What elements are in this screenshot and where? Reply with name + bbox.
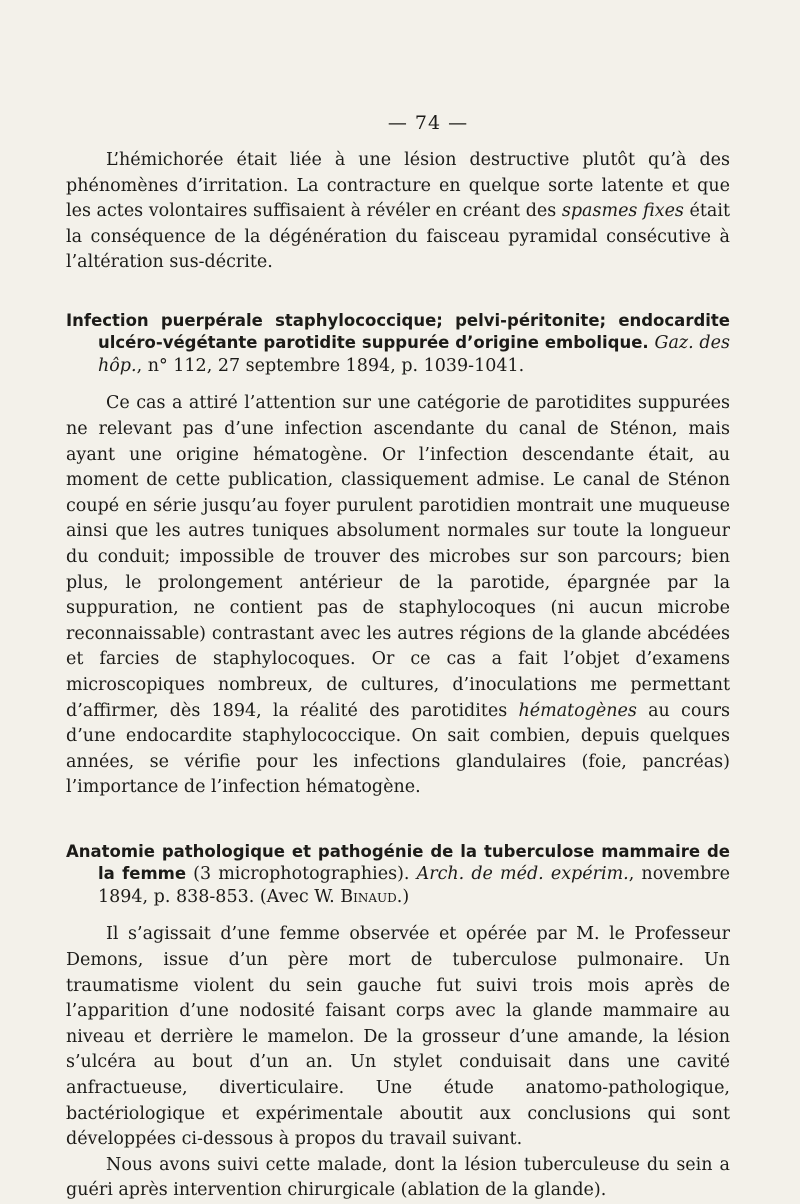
- entry-parotidite: [66, 310, 730, 801]
- entry-subtitle: (3 microphotographies).: [186, 864, 417, 885]
- intro-emphasis: spasmes fixes: [561, 201, 684, 222]
- citation: , n° 112, 27 septembre 1894, p. 1039-1041.: [136, 355, 525, 376]
- entry-tuberculose-mammaire: [66, 841, 730, 1204]
- journal-name: Arch. de méd. expérim.: [416, 864, 629, 885]
- entry-heading: [66, 841, 730, 909]
- intro-paragraph: [66, 148, 730, 276]
- journal-name: Gaz. des hôp.: [98, 333, 730, 376]
- entry-paragraph: [66, 391, 730, 801]
- intro-text-1: L’hémichorée était liée à une lésion destructive plutôt qu’à des phénomènes d’irritation. La contracture en quelque sorte latente et que les actes volontaires suffisaient à révéler en créant des: [66, 150, 730, 222]
- entry-text-1: Ce cas a attiré l’attention sur une catégorie de parotidites suppurées ne relevant pas d’une infection ascendante du canal de Sténon, mais ayant une origine hématogène. Or l’infection descendante était, au moment de cette publication, classiquement admise. Le canal de Sténon coupé en série jusqu’au foyer purulent parotidien montrait une muqueuse ainsi que les autres tuniques absolument normales sur toute la longueur du conduit; impossible de trouver des microbes sur son parcours; bien plus, le prolongement antérieur de la parotide, épargnée par la suppuration, ne contient pas de staphylocoques (ni aucun microbe reconnaissable) contrastant avec les autres régions de la glande abcédées et farcies de staphylocoques. Or ce cas a fait l’objet d’examens microscopiques nombreux, de cultures, d’inoculations me permettant d’affirmer, dès 1894, la réalité des parotidites: [66, 393, 730, 721]
- entry-title: Anatomie pathologique et pathogénie de la tuberculose mammaire de la femme: [66, 841, 730, 884]
- entry-title: Infection puerpérale staphylococcique; pelvi-péritonite; endocardite ulcéro-végétante parotidite suppurée d’origine embolique.: [66, 310, 730, 353]
- citation-end: .): [396, 886, 410, 907]
- entry-paragraph-2: Nous avons suivi cette malade, dont la lésion tuberculeuse du sein a guéri après intervention chirurgicale (ablation de la glande).: [66, 1154, 730, 1201]
- entry-text-2: au cours d’une endocardite staphylococcique. On sait combien, depuis quelques années, se vérifie pour les infections glandulaires (foie, pancréas) l’importance de l’infection hématogène.: [66, 700, 730, 798]
- intro-text-2: était la conséquence de la dégénération du faisceau pyramidal consécutive à l’altération sus-décrite.: [66, 201, 731, 273]
- page-number: — 74 —: [387, 112, 469, 134]
- entry-emphasis: hématogènes: [518, 700, 637, 721]
- citation: , novembre 1894, p. 838-853. (Avec W.: [98, 864, 730, 907]
- coauthor: Binaud: [340, 886, 397, 907]
- entry-paragraph-1: Il s’agissait d’une femme observée et opérée par M. le Professeur Demons, issue d’un père mort de tuberculose pulmonaire. Un traumatisme violent du sein gauche fut suivi trois mois après de l’apparition d’une nodosité faisant corps avec la glande mammaire au niveau et derrière le mamelon. De la grosseur d’une amande, la lésion s’ulcéra au bout d’un an. Un stylet conduisait dans une cavité anfractueuse, diverticulaire. Une étude anatomo-pathologique, bactériologique et expérimentale aboutit aux conclusions qui sont développées ci-dessous à propos du travail suivant.: [66, 924, 730, 1150]
- entry-heading: [66, 310, 730, 378]
